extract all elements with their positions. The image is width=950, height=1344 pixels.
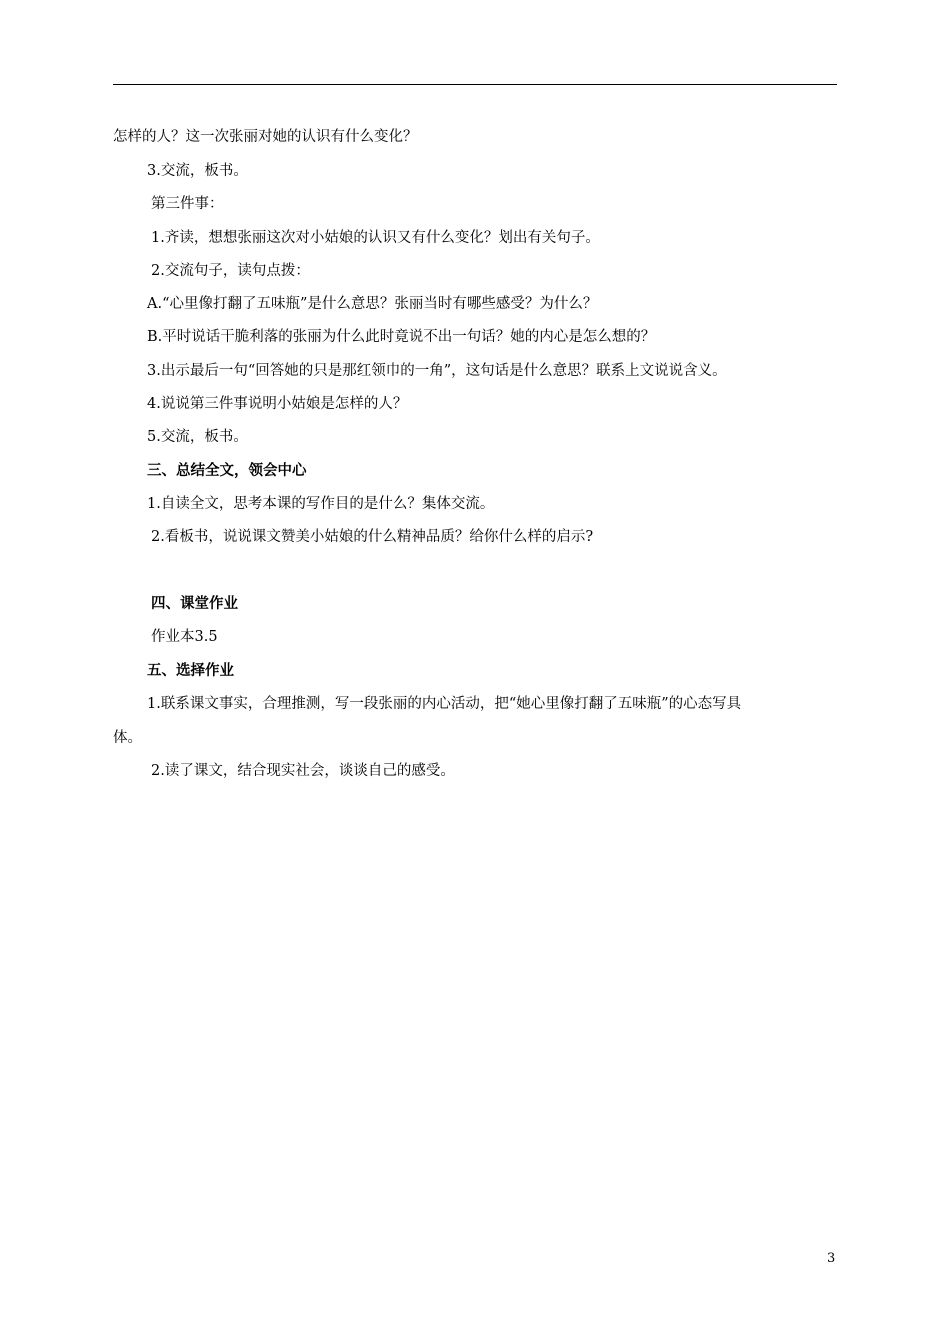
text-line: 2.读了课文，结合现实社会，谈谈自己的感受。 bbox=[151, 763, 455, 779]
text-line: 第三件事： bbox=[151, 196, 224, 212]
text-line: 1.自读全文，思考本课的写作目的是什么？集体交流。 bbox=[147, 496, 495, 512]
text-line: 3.出示最后一句“回答她的只是那红领巾的一角”，这句话是什么意思？联系上文说说含义。 bbox=[147, 363, 727, 379]
text-line: 1.联系课文事实，合理推测，写一段张丽的内心活动，把“她心里像打翻了五味瓶”的心态写具 bbox=[147, 696, 742, 712]
text-line: 1.齐读，想想张丽这次对小姑娘的认识又有什么变化？划出有关句子。 bbox=[151, 230, 600, 246]
section-heading: 四、课堂作业 bbox=[151, 595, 238, 612]
text-line: 5.交流，板书。 bbox=[147, 429, 248, 445]
text-line: 作业本3.5 bbox=[151, 629, 218, 645]
text-line: 2.交流句子，读句点拨： bbox=[151, 263, 310, 279]
text-line: 怎样的人？这一次张丽对她的认识有什么变化？ bbox=[113, 129, 418, 145]
section-heading: 三、总结全文，领会中心 bbox=[147, 462, 307, 479]
text-line: A.“心里像打翻了五味瓶”是什么意思？张丽当时有哪些感受？为什么？ bbox=[147, 296, 598, 312]
section-heading: 五、选择作业 bbox=[147, 662, 234, 679]
text-line: 4.说说第三件事说明小姑娘是怎样的人？ bbox=[147, 396, 408, 412]
page-number: 3 bbox=[827, 1251, 836, 1266]
text-line: 2.看板书，说说课文赞美小姑娘的什么精神品质？给你什么样的启示? bbox=[151, 529, 594, 545]
text-line: B.平时说话干脆利落的张丽为什么此时竟说不出一句话？她的内心是怎么想的？ bbox=[147, 329, 656, 345]
text-line: 体。 bbox=[113, 730, 142, 746]
text-line: 3.交流，板书。 bbox=[147, 163, 248, 179]
header-rule bbox=[113, 84, 837, 85]
